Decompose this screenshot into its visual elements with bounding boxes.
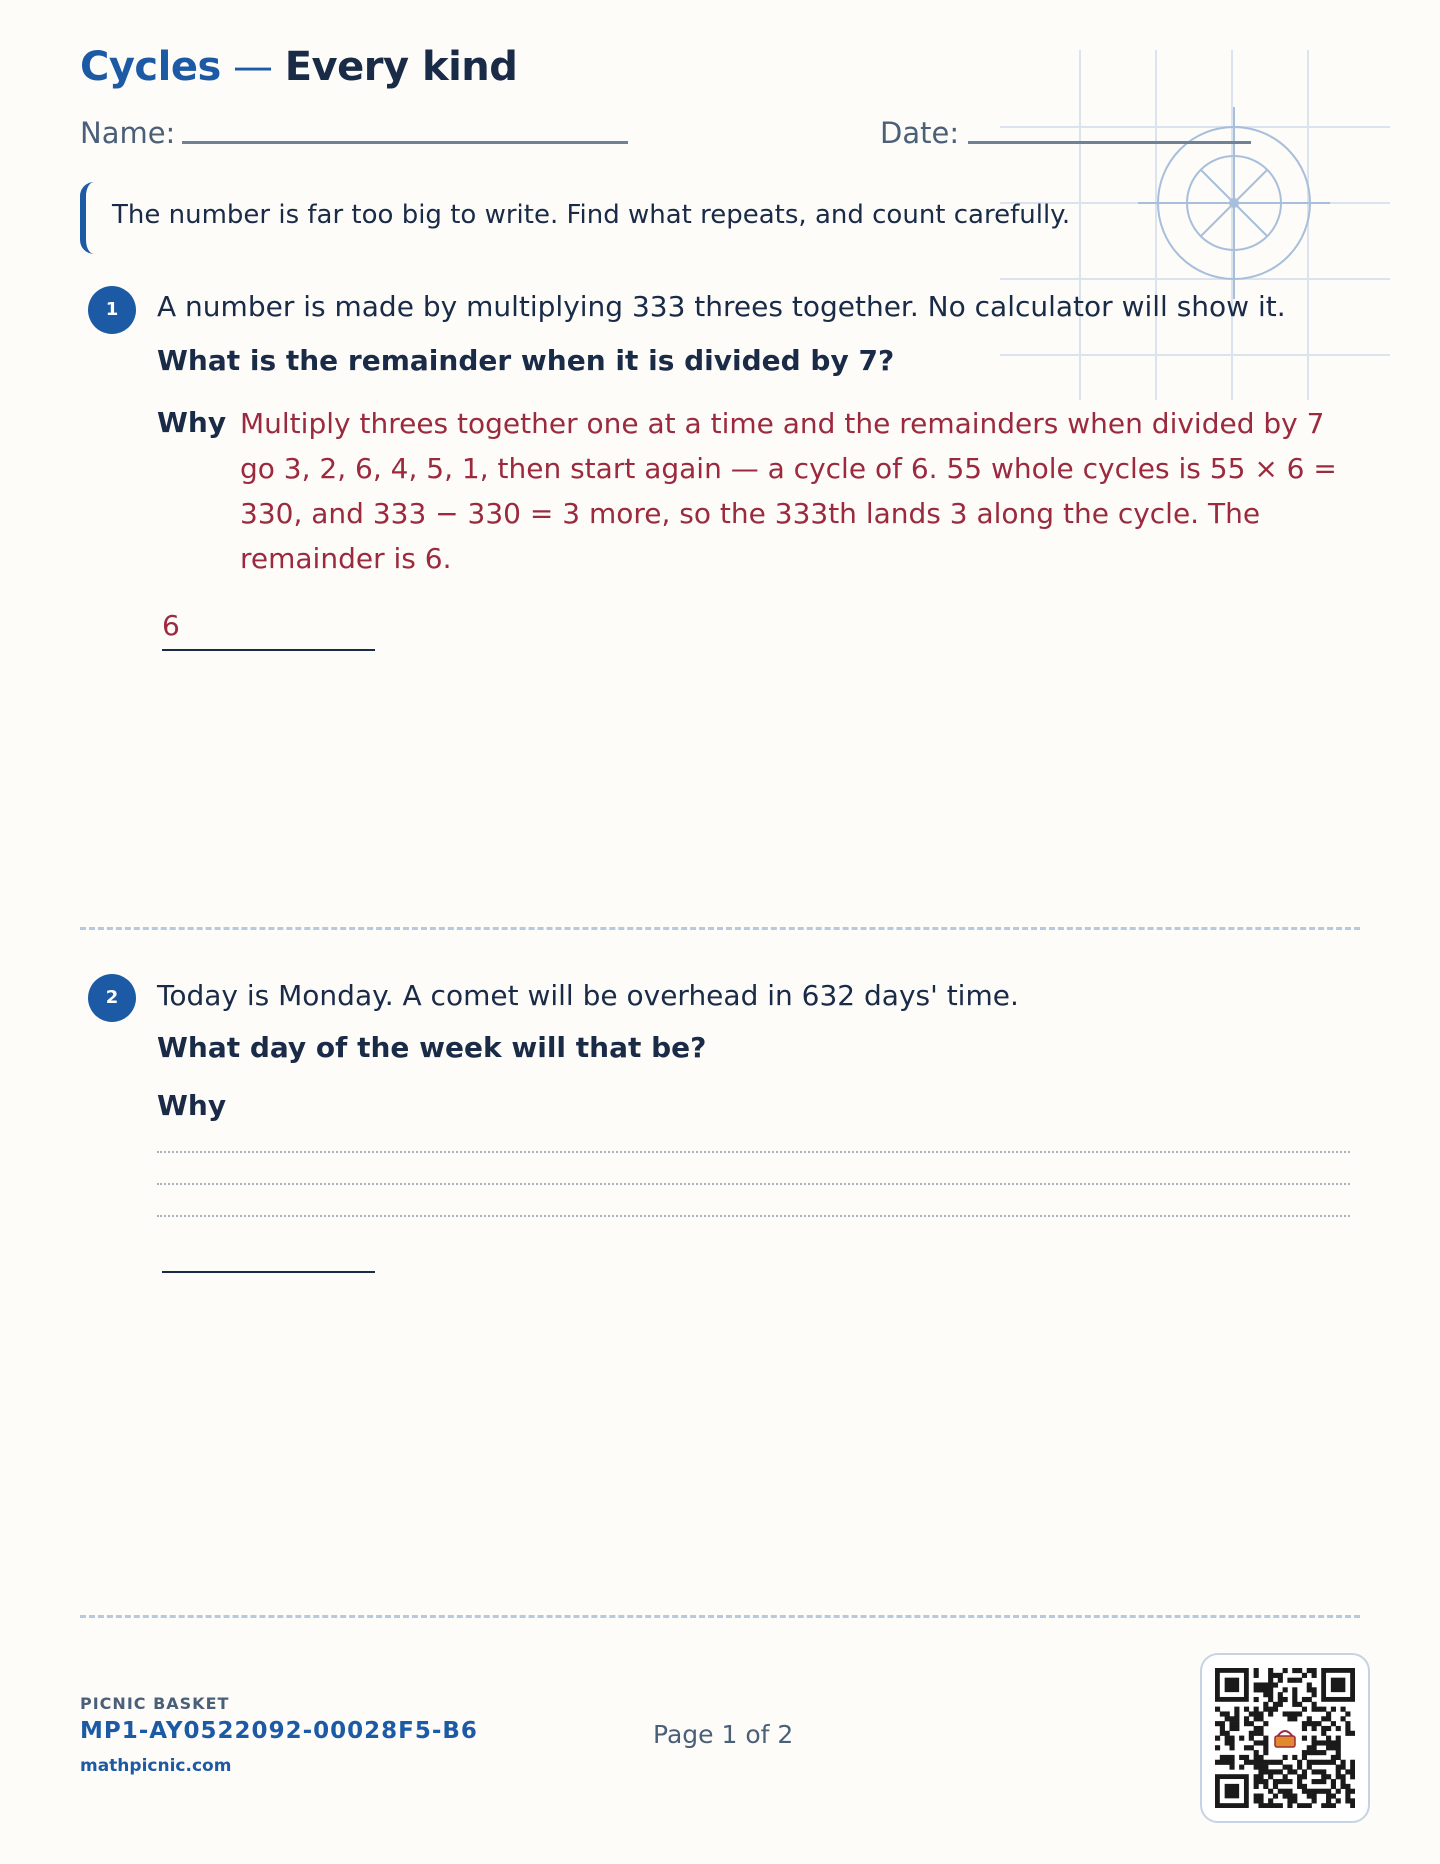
question-1-explanation: Multiply threes together one at a time and the remainders when divided by 7 go 3, 2, 6, 4, 5, 1, then start again — a cycle of 6. 55 whole cycles is 55 × 6 = 330, and 333 − 330 = 3 more, so the 333th lands 3 along the cycle. The remainder is 6. xyxy=(240,407,1337,575)
footer-divider xyxy=(80,1615,1360,1618)
title-separator: — xyxy=(220,44,285,90)
question-2-why-label: Why xyxy=(157,1089,227,1122)
question-2-number-badge: 2 xyxy=(88,974,136,1022)
date-label: Date: xyxy=(880,116,960,150)
callout-text: The number is far too big to write. Find what repeats, and count carefully. xyxy=(112,200,1071,230)
instructions-callout xyxy=(80,182,1080,254)
section-divider xyxy=(80,927,1360,930)
question-1-number-badge: 1 xyxy=(88,286,136,334)
title-topic: Cycles xyxy=(80,44,221,90)
footer-url[interactable]: mathpicnic.com xyxy=(80,1756,232,1776)
question-1-why-label: Why xyxy=(157,406,227,439)
question-1-answer: 6 xyxy=(162,609,180,642)
qr-code-icon xyxy=(1215,1668,1355,1808)
question-2-work-line-3[interactable] xyxy=(157,1215,1350,1217)
page-title xyxy=(80,44,517,90)
question-2-work-line-1[interactable] xyxy=(157,1151,1350,1153)
callout-accent-bar xyxy=(80,182,96,254)
question-2-text: Today is Monday. A comet will be overhead in 632 days' time. xyxy=(157,979,1019,1012)
question-1-answer-field[interactable] xyxy=(162,649,375,651)
question-2-answer-field[interactable] xyxy=(162,1271,375,1273)
date-field[interactable] xyxy=(968,141,1251,144)
worksheet-code: MP1-AY0522092-00028F5-B6 xyxy=(80,1718,478,1744)
page-number: Page 1 of 2 xyxy=(653,1720,794,1749)
question-2-work-line-2[interactable] xyxy=(157,1183,1350,1185)
question-1-text: A number is made by multiplying 333 threes together. No calculator will show it. xyxy=(157,290,1286,323)
question-1-prompt: What is the remainder when it is divided by 7? xyxy=(157,344,895,377)
question-2-prompt: What day of the week will that be? xyxy=(157,1031,707,1064)
picnic-basket-icon xyxy=(1271,1724,1299,1752)
qr-code xyxy=(1200,1653,1370,1823)
footer-brand: PICNIC BASKET xyxy=(80,1694,230,1713)
title-subtitle: Every kind xyxy=(284,44,518,90)
name-label: Name: xyxy=(80,116,176,150)
name-field[interactable] xyxy=(182,141,628,144)
